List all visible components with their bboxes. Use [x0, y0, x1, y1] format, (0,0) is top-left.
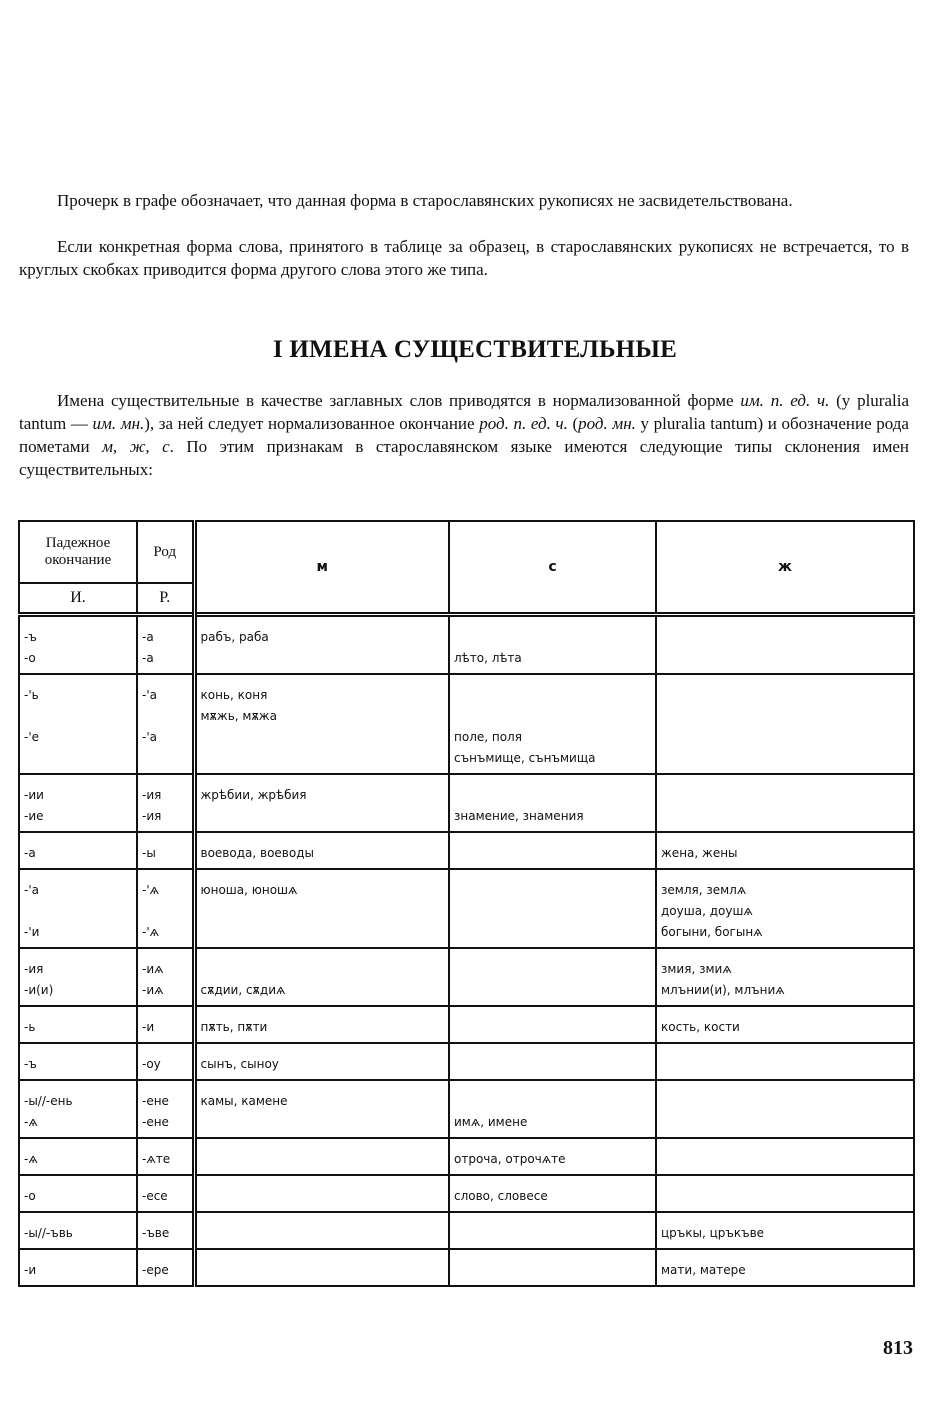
nominative-ending: -и(и)	[24, 983, 54, 997]
neuter-example	[454, 1054, 649, 1075]
neuter-example	[454, 1091, 649, 1112]
nominative-ending: -'е	[24, 730, 40, 744]
nominative-ending: -ии	[24, 788, 44, 802]
paragraph-text: (у pluralia tantum —	[19, 391, 910, 433]
table-row	[19, 832, 914, 869]
genitive-ending: -ия	[142, 788, 162, 802]
genitive-ending-cell	[137, 832, 194, 869]
feminine-example	[661, 685, 907, 706]
nominative-ending	[24, 901, 130, 922]
paragraph-text: ), за ней следует нормализованное окончание	[144, 414, 480, 433]
feminine-example: доуша, доушѧ	[661, 904, 753, 918]
masculine-example: жрѣбии, жрѣбия	[200, 788, 307, 802]
neuter-example-cell	[449, 869, 656, 948]
feminine-example-cell	[656, 615, 914, 675]
table-row	[19, 1043, 914, 1080]
masculine-example: воевода, воеводы	[200, 846, 314, 860]
table-row	[19, 948, 914, 1006]
genitive-ending: -есе	[142, 1189, 168, 1203]
neuter-example	[454, 1260, 649, 1281]
feminine-example: богыни, богынѧ	[661, 925, 763, 939]
feminine-example	[661, 648, 907, 669]
section-heading: I ИМЕНА СУЩЕСТВИТЕЛЬНЫЕ	[273, 336, 677, 363]
masculine-example: мѫжь, мѫжа	[200, 709, 277, 723]
header-case-ending: Падежное окончание	[19, 521, 137, 583]
masculine-example: сынъ, сыноу	[200, 1057, 279, 1071]
nominative-ending: -ъ	[24, 1057, 37, 1071]
masculine-example-cell	[194, 948, 449, 1006]
neuter-example	[454, 843, 649, 864]
table-row	[19, 1212, 914, 1249]
nominative-ending-cell	[19, 1138, 137, 1175]
masculine-example-cell	[194, 774, 449, 832]
masculine-example-cell	[194, 869, 449, 948]
feminine-example	[661, 806, 907, 827]
feminine-example: кость, кости	[661, 1020, 740, 1034]
masculine-example	[201, 1186, 443, 1207]
masculine-example-cell	[194, 1212, 449, 1249]
table-row	[19, 1080, 914, 1138]
nominative-ending: -ия	[24, 962, 44, 976]
neuter-example-cell	[449, 1212, 656, 1249]
genitive-ending-cell	[137, 1249, 194, 1286]
neuter-example: слово, словесе	[454, 1189, 548, 1203]
masculine-example	[201, 922, 443, 943]
nominative-ending: -'ь	[24, 688, 39, 702]
masculine-example-cell	[194, 1043, 449, 1080]
feminine-example	[661, 1149, 907, 1170]
neuter-example	[454, 706, 649, 727]
nominative-ending: -'и	[24, 925, 40, 939]
neuter-example-cell	[449, 1249, 656, 1286]
genitive-ending-cell	[137, 615, 194, 675]
nominative-ending-cell	[19, 1080, 137, 1138]
neuter-example: отроча, отрочѧте	[454, 1152, 566, 1166]
nominative-ending: -'а	[24, 883, 39, 897]
genitive-ending-cell	[137, 774, 194, 832]
paragraph-text: . По этим признакам в старославянском языке имеются следующие типы склонения имен существительных:	[19, 437, 909, 479]
header-genitive: Р.	[137, 583, 194, 615]
feminine-example-cell	[656, 869, 914, 948]
neuter-example-cell	[449, 832, 656, 869]
table-row	[19, 774, 914, 832]
genitive-ending: -а	[142, 630, 154, 644]
neuter-example	[454, 922, 649, 943]
neuter-example	[454, 1017, 649, 1038]
feminine-example	[661, 727, 907, 748]
intro-paragraph-brackets-note: Если конкретная форма слова, принятого в таблице за образец, в старославянских рукописях не встречается, то в круглых скобках приводится форма другого слова этого же типа.	[19, 237, 909, 279]
neuter-example-cell	[449, 1175, 656, 1212]
nominative-ending-cell	[19, 832, 137, 869]
genitive-ending: -'ѧ	[142, 925, 160, 939]
masculine-example-cell	[194, 1249, 449, 1286]
nominative-ending-cell	[19, 615, 137, 675]
masculine-example-cell	[194, 1138, 449, 1175]
genitive-ending: -ы	[142, 846, 156, 860]
italic-abbreviation: род. мн.	[578, 414, 636, 433]
masculine-example	[201, 648, 443, 669]
masculine-example	[201, 748, 443, 769]
masculine-example-cell	[194, 1080, 449, 1138]
feminine-example-cell	[656, 1006, 914, 1043]
intro-paragraph-dash-note: Прочерк в графе обозначает, что данная форма в старославянских рукописях не засвидетельствована.	[57, 191, 793, 210]
genitive-ending: -ере	[142, 1263, 169, 1277]
neuter-example	[454, 901, 649, 922]
neuter-example	[454, 959, 649, 980]
nominative-ending: -о	[24, 651, 36, 665]
header-nominative: И.	[19, 583, 137, 615]
neuter-example-cell	[449, 948, 656, 1006]
genitive-ending-cell	[137, 1080, 194, 1138]
neuter-example-cell	[449, 1080, 656, 1138]
feminine-example	[661, 1091, 907, 1112]
feminine-example-cell	[656, 1212, 914, 1249]
masculine-example	[201, 806, 443, 827]
masculine-example-cell	[194, 1175, 449, 1212]
feminine-example-cell	[656, 1080, 914, 1138]
masculine-example: конь, коня	[200, 688, 268, 702]
neuter-example-cell	[449, 1043, 656, 1080]
genitive-ending: -иѧ	[142, 983, 164, 997]
genitive-ending-cell	[137, 1175, 194, 1212]
neuter-example	[454, 880, 649, 901]
nominative-ending: -ие	[24, 809, 44, 823]
genitive-ending: -ѧте	[142, 1152, 171, 1166]
nominative-ending: -а	[24, 846, 36, 860]
feminine-example	[661, 1054, 907, 1075]
genitive-ending: -оу	[142, 1057, 161, 1071]
neuter-example	[454, 685, 649, 706]
table-row	[19, 1175, 914, 1212]
table-row	[19, 615, 914, 675]
paragraph-text: (	[567, 414, 579, 433]
neuter-example	[454, 785, 649, 806]
genitive-ending-cell	[137, 1006, 194, 1043]
neuter-example: лѣто, лѣта	[454, 651, 522, 665]
nominative-ending: -и	[24, 1263, 37, 1277]
neuter-example	[454, 1223, 649, 1244]
masculine-example: пѫть, пѫти	[200, 1020, 268, 1034]
feminine-example-cell	[656, 948, 914, 1006]
nominative-ending-cell	[19, 1043, 137, 1080]
neuter-example: сънъмище, сънъмища	[454, 751, 596, 765]
feminine-example	[661, 1112, 907, 1133]
table-row	[19, 1138, 914, 1175]
genitive-ending: -ене	[142, 1115, 169, 1129]
feminine-example	[661, 706, 907, 727]
feminine-example	[661, 1186, 907, 1207]
genitive-ending: -ъве	[142, 1226, 170, 1240]
feminine-example-cell	[656, 1138, 914, 1175]
masculine-example	[201, 901, 443, 922]
header-neuter: с	[449, 521, 656, 615]
feminine-example	[661, 748, 907, 769]
genitive-ending-cell	[137, 869, 194, 948]
paragraph-text: у pluralia tantum) и обозначение рода пометами	[19, 414, 909, 456]
table-row	[19, 674, 914, 774]
masculine-example: юноша, юношѧ	[200, 883, 298, 897]
genitive-ending: -ене	[142, 1094, 169, 1108]
feminine-example	[661, 785, 907, 806]
masculine-example-cell	[194, 615, 449, 675]
table-row	[19, 1006, 914, 1043]
italic-abbreviation: род. п. ед. ч.	[479, 414, 568, 433]
genitive-ending-cell	[137, 948, 194, 1006]
masculine-example: рабъ, раба	[200, 630, 269, 644]
nominative-ending: -ы//-ъвь	[24, 1226, 73, 1240]
genitive-ending: -иѧ	[142, 962, 164, 976]
header-feminine: ж	[656, 521, 914, 615]
nominative-ending	[24, 706, 130, 727]
feminine-example-cell	[656, 774, 914, 832]
feminine-example-cell	[656, 1043, 914, 1080]
masculine-example-cell	[194, 1006, 449, 1043]
nominative-ending-cell	[19, 774, 137, 832]
nominative-ending-cell	[19, 869, 137, 948]
feminine-example: жена, жены	[661, 846, 738, 860]
genitive-ending	[142, 706, 186, 727]
feminine-example: змия, змиѧ	[661, 962, 732, 976]
genitive-ending-cell	[137, 1043, 194, 1080]
neuter-example-cell	[449, 774, 656, 832]
genitive-ending: -и	[142, 1020, 155, 1034]
nominative-ending: -о	[24, 1189, 36, 1203]
header-gender: Род	[137, 521, 194, 583]
genitive-ending	[142, 901, 186, 922]
genitive-ending: -ия	[142, 809, 162, 823]
paragraph-text: Имена существительные в качестве заглавных слов приводятся в нормализованной форме	[57, 391, 741, 410]
neuter-example-cell	[449, 1138, 656, 1175]
nominative-ending-cell	[19, 1249, 137, 1286]
masculine-example-cell	[194, 832, 449, 869]
page-number: 813	[883, 1337, 913, 1359]
section-intro-paragraph	[19, 389, 909, 481]
neuter-example	[454, 627, 649, 648]
nominative-ending: -ѧ	[24, 1152, 38, 1166]
masculine-example: сѫдии, сѫдиѧ	[200, 983, 286, 997]
feminine-example-cell	[656, 1249, 914, 1286]
nominative-ending-cell	[19, 1006, 137, 1043]
genitive-ending	[142, 748, 186, 769]
feminine-example-cell	[656, 1175, 914, 1212]
declension-table-body	[19, 615, 914, 1287]
genitive-ending: -'ѧ	[142, 883, 160, 897]
genitive-ending: -а	[142, 651, 154, 665]
table-row	[19, 869, 914, 948]
nominative-ending: -ы//-ень	[24, 1094, 73, 1108]
feminine-example: земля, землѧ	[661, 883, 747, 897]
masculine-example	[201, 1260, 443, 1281]
masculine-example	[201, 727, 443, 748]
genitive-ending-cell	[137, 674, 194, 774]
masculine-example	[201, 1112, 443, 1133]
nominative-ending: -ь	[24, 1020, 36, 1034]
genitive-ending: -'а	[142, 730, 157, 744]
feminine-example-cell	[656, 832, 914, 869]
feminine-example	[661, 627, 907, 648]
declension-table	[18, 520, 915, 1287]
nominative-ending-cell	[19, 674, 137, 774]
nominative-ending-cell	[19, 1175, 137, 1212]
neuter-example-cell	[449, 1006, 656, 1043]
nominative-ending-cell	[19, 1212, 137, 1249]
table-row	[19, 1249, 914, 1286]
nominative-ending: -ъ	[24, 630, 37, 644]
neuter-example: имѧ, имене	[454, 1115, 528, 1129]
neuter-example: поле, поля	[454, 730, 522, 744]
italic-abbreviation: м, ж, с	[102, 437, 170, 456]
masculine-example	[201, 1223, 443, 1244]
italic-abbreviation: им. п. ед. ч.	[740, 391, 830, 410]
masculine-example	[201, 959, 443, 980]
genitive-ending-cell	[137, 1212, 194, 1249]
nominative-ending-cell	[19, 948, 137, 1006]
genitive-ending: -'а	[142, 688, 157, 702]
neuter-example-cell	[449, 615, 656, 675]
feminine-example: млънии(и), млъниѧ	[661, 983, 785, 997]
italic-abbreviation: им. мн.	[92, 414, 145, 433]
feminine-example: цръкы, цръкъве	[661, 1226, 765, 1240]
feminine-example: мати, матере	[661, 1263, 746, 1277]
masculine-example-cell	[194, 674, 449, 774]
neuter-example	[454, 980, 649, 1001]
neuter-example-cell	[449, 674, 656, 774]
header-masculine: м	[194, 521, 449, 615]
feminine-example-cell	[656, 674, 914, 774]
masculine-example: камы, камене	[200, 1094, 288, 1108]
genitive-ending-cell	[137, 1138, 194, 1175]
nominative-ending: -ѧ	[24, 1115, 38, 1129]
neuter-example: знамение, знамения	[454, 809, 584, 823]
nominative-ending	[24, 748, 130, 769]
masculine-example	[201, 1149, 443, 1170]
